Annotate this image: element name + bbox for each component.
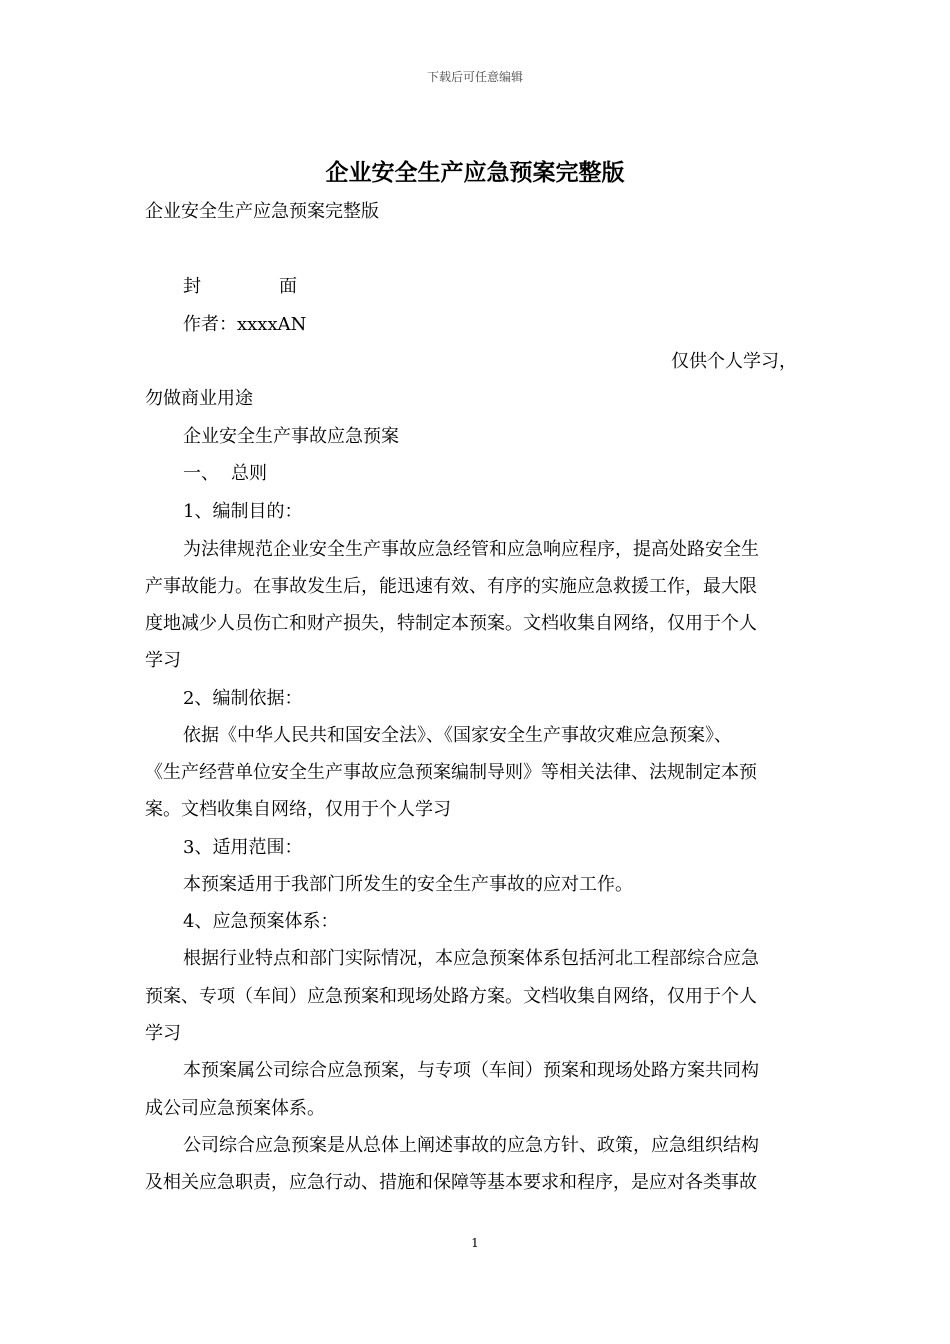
paragraph-line: 依据《中华人民共和国安全法》、《国家安全生产事故灾难应急预案》、 <box>183 725 732 746</box>
section-1-number: 一、 <box>183 463 219 484</box>
paragraph-line: 公司综合应急预案是从总体上阐述事故的应急方针、政策，应急组织结构 <box>183 1135 759 1156</box>
cover-label-1: 封 <box>183 276 201 297</box>
paragraph-line: 成公司应急预案体系。 <box>145 1098 325 1119</box>
notice-line-2: 勿做商业用途 <box>145 388 253 409</box>
document-name: 企业安全生产事故应急预案 <box>183 426 399 447</box>
paragraph-line: 预案、专项（车间）应急预案和现场处路方案。文档收集自网络，仅用于个人 <box>145 986 757 1007</box>
section-1-title: 总则 <box>231 463 267 484</box>
paragraph-line: 本预案属公司综合应急预案，与专项（车间）预案和现场处路方案共同构 <box>183 1060 759 1081</box>
paragraph-line: 产事故能力。在事故发生后，能迅速有效、有序的实施应急救援工作，最大限 <box>145 576 757 597</box>
paragraph-line: 度地减少人员伤亡和财产损失，特制定本预案。文档收集自网络，仅用于个人 <box>145 613 757 634</box>
item-4-heading: 4、应急预案体系： <box>183 911 339 932</box>
document-title: 企业安全生产应急预案完整版 <box>325 160 625 186</box>
paragraph-line: 《生产经营单位安全生产事故应急预案编制导则》等相关法律、法规制定本预 <box>145 762 757 783</box>
paragraph-line: 本预案适用于我部门所发生的安全生产事故的应对工作。 <box>183 874 633 895</box>
page-header: 下载后可任意编辑 <box>426 70 523 84</box>
document-subtitle: 企业安全生产应急预案完整版 <box>145 201 379 222</box>
item-2-heading: 2、编制依据： <box>183 688 303 709</box>
paragraph-line: 为法律规范企业安全生产事故应急经管和应急响应程序，提高处路安全生 <box>183 539 759 560</box>
paragraph-line: 学习 <box>145 650 181 671</box>
notice-line-1: 仅供个人学习， <box>671 351 797 372</box>
page-number: 1 <box>471 1236 479 1250</box>
author-line: 作者：xxxxAN <box>183 314 307 335</box>
paragraph-line: 学习 <box>145 1023 181 1044</box>
paragraph-line: 案。文档收集自网络，仅用于个人学习 <box>145 799 451 820</box>
paragraph-line: 及相关应急职责，应急行动、措施和保障等基本要求和程序，是应对各类事故 <box>145 1172 757 1193</box>
cover-label-2: 面 <box>279 276 297 297</box>
item-1-heading: 1、编制目的： <box>183 501 303 522</box>
paragraph-line: 根据行业特点和部门实际情况，本应急预案体系包括河北工程部综合应急 <box>183 948 759 969</box>
item-3-heading: 3、适用范围： <box>183 837 303 858</box>
